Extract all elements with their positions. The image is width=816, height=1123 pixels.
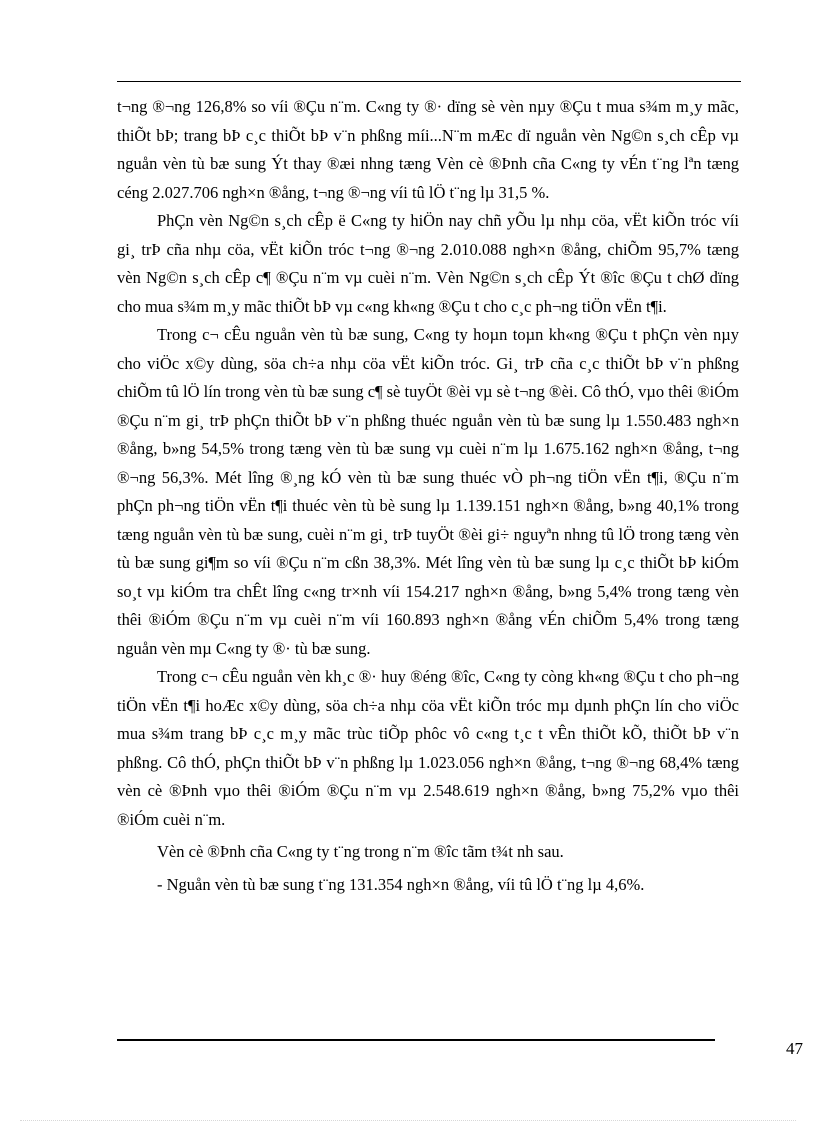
paragraph-5: Vèn cè ®Þnh cña C«ng ty t¨ng trong n¨m ®îc tãm t¾t nh sau. <box>157 842 564 861</box>
paragraph-3: Trong c¬ cÊu nguån vèn tù bæ sung, C«ng ty hoµn toµn kh«ng ®Çu t phÇn vèn nµy cho viÖc x©y dùng, söa ch÷a nhµ cöa vËt kiÕn tróc. Gi¸ trÞ cña c¸c thiÕt bÞ v¨n phßng chiÕm tû lÖ lín trong vèn tù bæ sung c¶ sè tuyÖt ®èi vµ sè t¬ng ®èi. Cô thÓ, vµo thêi ®iÓm ®Çu n¨m gi¸ trÞ phÇn thiÕt bÞ v¨n phßng thuéc nguån vèn tù bæ sung lµ 1.550.483 ngh×n ®ång, b»ng 54,5% trong tæng vèn tù bæ sung vµ cuèi n¨m lµ 1.675.162 ngh×n ®ång, t¬ng ®¬ng 56,3%. Mét lîng ®¸ng kÓ vèn tù bæ sung thuéc vÒ ph¬ng tiÖn vËn t¶i, ®Çu n¨m phÇn ph¬ng tiÖn vËn t¶i thuéc vèn tù bè sung lµ 1.139.151 ngh×n ®ång, b»ng 40,1% trong tæng nguån vèn tù bæ sung, cuèi n¨m gi¸ trÞ tuyÖt ®èi gi÷ nguyªn nhng tû lÖ trong tæng vèn tù bæ sung gi¶m so víi ®Çu n¨m cßn 38,3%. Mét lîng vèn tù bæ sung lµ c¸c thiÕt bÞ kiÓm so¸t vµ kiÓm tra chÊt lîng c«ng tr×nh víi 154.217 ngh×n ®ång, b»ng 5,4% trong tæng vèn thêi ®iÓm ®Çu n¨m vµ cuèi n¨m víi 160.893 ngh×n ®ång vÉn chiÕm 5,4% trong tæng nguån vèn mµ C«ng ty ®· tù bæ sung. <box>117 325 739 658</box>
paragraph-2: PhÇn vèn Ng©n s¸ch cÊp ë C«ng ty hiÖn nay chñ yÕu lµ nhµ cöa, vËt kiÕn tróc víi gi¸ trÞ cña nhµ cöa, vËt kiÕn tróc t¬ng ®¬ng 2.010.088 ngh×n ®ång, chiÕm 95,7% tæng vèn Ng©n s¸ch cÊp c¶ ®Çu n¨m vµ cuèi n¨m. Vèn Ng©n s¸ch cÊp Ýt ®îc ®Çu t chØ dïng cho mua s¾m m¸y mãc thiÕt bÞ vµ c«ng kh«ng ®Çu t cho c¸c ph¬ng tiÖn vËn t¶i. <box>117 211 739 316</box>
list-item-1: - Nguån vèn tù bæ sung t¨ng 131.354 ngh×n ®ång, víi tû lÖ t¨ng lµ 4,6%. <box>157 874 645 894</box>
paragraph-1: t¬ng ®¬ng 126,8% so víi ®Çu n¨m. C«ng ty ®· dïng sè vèn nµy ®Çu t mua s¾m m¸y mãc, thiÕt bÞ; trang bÞ c¸c thiÕt bÞ v¨n phßng míi...N¨m mÆc dï nguån vèn Ng©n s¸ch cÊp vµ nguån vèn tù bæ sung Ýt thay ®æi nhng tæng Vèn cè ®Þnh cña C«ng ty vÉn t¨ng lªn tæng céng 2.027.706 ngh×n ®ång, t¬ng ®¬ng víi tû lÖ t¨ng lµ 31,5 %. <box>117 97 739 202</box>
document-body <box>117 93 739 899</box>
page-number: 47 <box>786 1039 803 1058</box>
bottom-dotted-line <box>20 1120 796 1121</box>
footer-rule <box>117 1039 715 1041</box>
paragraph-4: Trong c¬ cÊu nguån vèn kh¸c ®· huy ®éng ®îc, C«ng ty còng kh«ng ®Çu t cho ph¬ng tiÖn vËn t¶i hoÆc x©y dùng, söa ch÷a nhµ cöa vËt kiÕn tróc mµ dµnh phÇn lín cho viÖc mua s¾m trang bÞ c¸c m¸y mãc trùc tiÕp phôc vô c«ng t¸c t vÊn thiÕt kÕ, thiÕt bÞ v¨n phßng. Cô thÓ, phÇn thiÕt bÞ v¨n phßng lµ 1.023.056 ngh×n ®ång, t¬ng ®¬ng 68,4% tæng vèn cè ®Þnh vµo thêi ®iÓm ®Çu n¨m vµ 2.548.619 ngh×n ®ång, b»ng 75,2% vµo thêi ®iÓm cuèi n¨m. <box>117 667 739 829</box>
header-rule <box>117 81 741 82</box>
